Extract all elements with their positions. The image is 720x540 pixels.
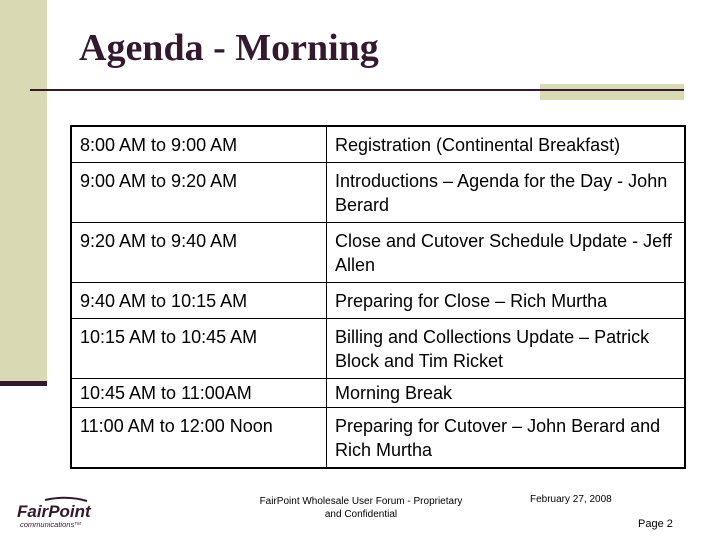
fairpoint-logo-icon [15, 496, 119, 530]
agenda-item: Close and Cutover Schedule Update - Jeff Allen [327, 223, 686, 283]
table-row [71, 223, 685, 283]
footer-event-text [246, 495, 476, 521]
table-row [71, 163, 685, 223]
agenda-time: 10:45 AM to 11:00AM [71, 379, 327, 408]
table-row [71, 408, 685, 469]
svg-text:communicationsTM [20, 520, 81, 529]
agenda-item: Introductions – Agenda for the Day - John Berard [327, 163, 686, 223]
table-row [71, 319, 685, 379]
title-accent-block [540, 84, 684, 100]
left-accent-bar-base [0, 381, 47, 386]
svg-text:FairPoint [17, 502, 92, 521]
table-row [71, 126, 685, 163]
agenda-item: Registration (Continental Breakfast) [327, 126, 686, 163]
title-underline [30, 89, 684, 91]
agenda-item: Morning Break [327, 379, 686, 408]
logo-tagline: communications [20, 520, 75, 529]
logo-trademark: TM [74, 521, 81, 526]
agenda-time: 9:40 AM to 10:15 AM [71, 283, 327, 319]
agenda-item: Preparing for Cutover – John Berard and Rich Murtha [327, 408, 686, 469]
footer-date: February 27, 2008 [530, 494, 612, 505]
table-row [71, 379, 685, 408]
agenda-time: 11:00 AM to 12:00 Noon [71, 408, 327, 469]
page-number: Page 2 [638, 518, 673, 530]
footer-event-line: and Confidential [324, 509, 398, 520]
agenda-time: 9:20 AM to 9:40 AM [71, 223, 327, 283]
agenda-time: 8:00 AM to 9:00 AM [71, 126, 327, 163]
table-row [71, 283, 685, 319]
agenda-time: 9:00 AM to 9:20 AM [71, 163, 327, 223]
left-accent-bar [0, 0, 47, 384]
agenda-table [70, 125, 686, 469]
footer-event-line: FairPoint Wholesale User Forum - Proprietary [259, 496, 463, 507]
slide-title: Agenda - Morning [79, 27, 379, 69]
agenda-item: Preparing for Close – Rich Murtha [327, 283, 686, 319]
logo-word-fair: Fair [17, 502, 49, 521]
agenda-time: 10:15 AM to 10:45 AM [71, 319, 327, 379]
agenda-item: Billing and Collections Update – Patrick Block and Tim Ricket [327, 319, 686, 379]
logo-word-point: Point [48, 502, 91, 521]
